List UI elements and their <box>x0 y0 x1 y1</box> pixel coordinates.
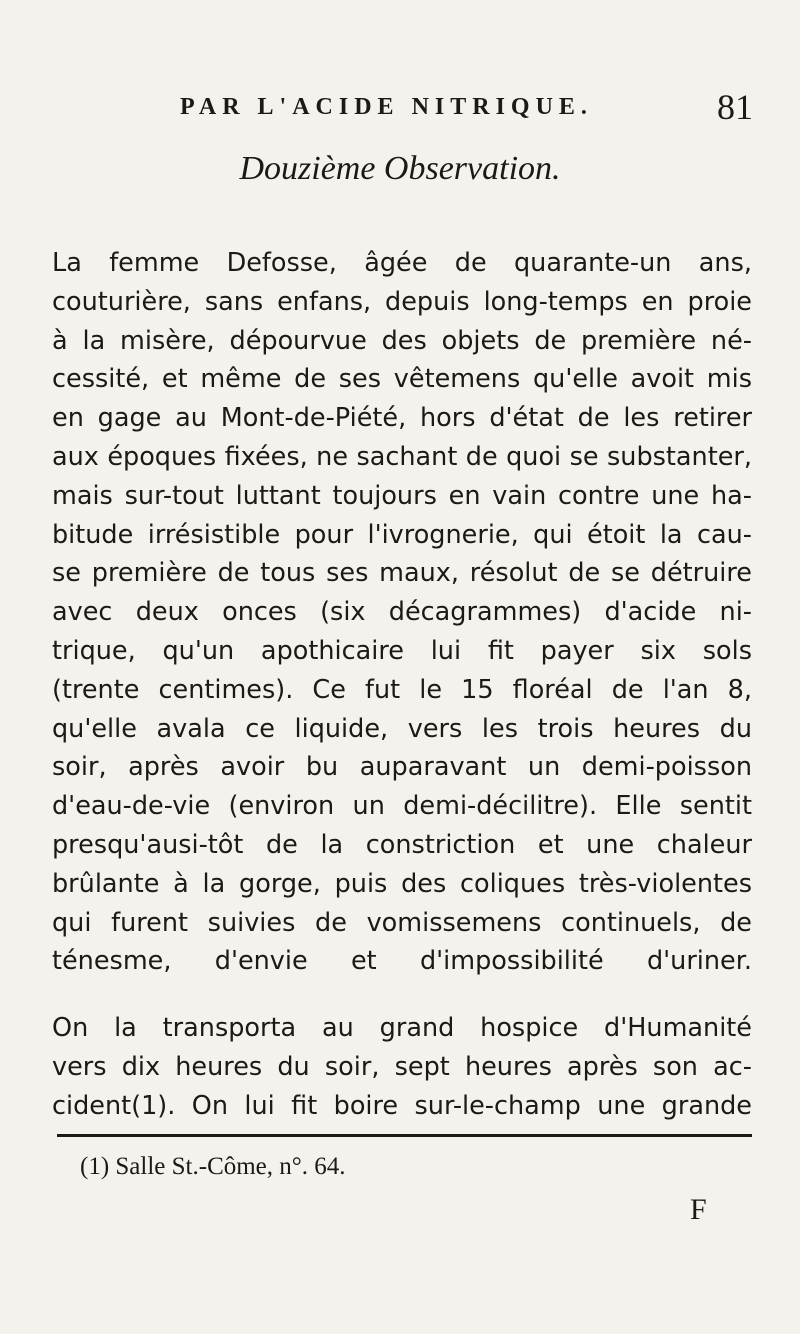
text-line: brûlante à la gorge, puis des coliques très-violentes <box>52 868 752 899</box>
running-head: PAR L'ACIDE NITRIQUE. <box>180 94 593 120</box>
text-line: en gage au Mont-de-Piété, hors d'état de les retirer <box>52 403 752 434</box>
text-line: presqu'ausi-tôt de la constriction et une chaleur <box>52 829 752 860</box>
text-line: aux époques fixées, ne sachant de quoi se substanter, <box>52 441 752 472</box>
footnote-rule <box>57 1134 752 1137</box>
text-line: vers dix heures du soir, sept heures après son ac- <box>52 1051 752 1082</box>
footnote: (1) Salle St.-Côme, n°. 64. <box>80 1153 346 1180</box>
text-line: trique, qu'un apothicaire lui fit payer six sols <box>52 635 752 666</box>
text-line: cident(1). On lui fit boire sur-le-champ une grande <box>52 1090 752 1121</box>
text-line: qui furent suivies de vomissemens continuels, de <box>52 907 752 938</box>
text-line: qu'elle avala ce liquide, vers les trois heures du <box>52 713 752 744</box>
text-line: se première de tous ses maux, résolut de se détruire <box>52 558 752 589</box>
text-line: cessité, et même de ses vêtemens qu'elle avoit mis <box>52 364 752 395</box>
text-line: d'eau-de-vie (environ un demi-décilitre). Elle sentit <box>52 791 752 822</box>
text-line: avec deux onces (six décagrammes) d'acide ni- <box>52 597 752 628</box>
text-line: (trente centimes). Ce fut le 15 floréal de l'an 8, <box>52 674 752 705</box>
signature-mark: F <box>690 1193 707 1226</box>
text-line: mais sur-tout luttant toujours en vain contre une ha- <box>52 480 752 511</box>
page-number: 81 <box>717 87 753 127</box>
text-line: à la misère, dépourvue des objets de première né- <box>52 325 752 356</box>
text-line: soir, après avoir bu auparavant un demi-poisson <box>52 752 752 783</box>
section-title: Douzième Observation. <box>239 150 561 187</box>
text-line: ténesme, d'envie et d'impossibilité d'uriner. <box>52 946 752 977</box>
text-line: bitude irrésistible pour l'ivrognerie, qui étoit la cau- <box>52 519 752 550</box>
text-line: On la transporta au grand hospice d'Humanité <box>52 1013 752 1043</box>
paragraph-2 <box>52 1009 752 1125</box>
text-line: La femme Defosse, âgée de quarante-un ans, <box>52 248 752 278</box>
text-line: couturière, sans enfans, depuis long-temps en proie <box>52 286 752 317</box>
paragraph-1 <box>52 244 752 981</box>
